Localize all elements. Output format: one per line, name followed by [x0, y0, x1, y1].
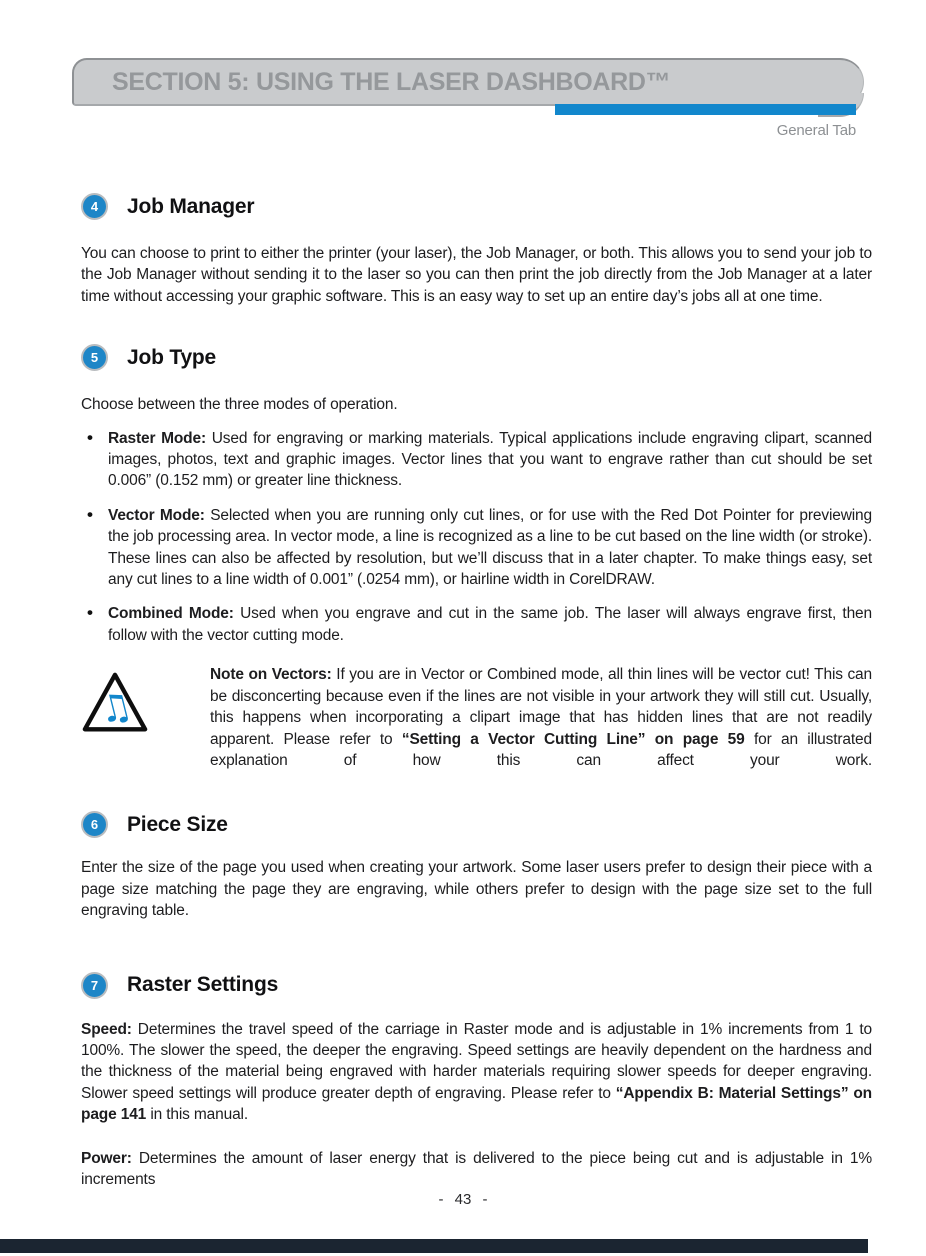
music-note-triangle-icon — [81, 670, 149, 743]
power-paragraph — [81, 1148, 872, 1191]
job-type-intro: Choose between the three modes of operation. — [81, 396, 398, 414]
note-callout — [81, 664, 872, 771]
speed-cross-reference: “Appendix B: Material Settings” on page 141 — [81, 1084, 872, 1124]
section-number-badge: 6 — [81, 811, 108, 838]
section-heading-job-type — [81, 344, 872, 371]
bullet-text: Used for engraving or marking materials. Typical applications include engraving clipart, scanned images, photos, text and graphic images. Vector lines that you want to engrave rather than cut should be set 0.006” (0.152 mm) or greater line thickness. — [108, 429, 872, 490]
bullet-lead: Vector Mode: — [108, 506, 205, 524]
banner-accent-bar — [555, 104, 856, 115]
section-title: Piece Size — [127, 812, 228, 836]
section-title: Job Type — [127, 345, 217, 369]
note-lead: Note on Vectors: — [210, 666, 332, 684]
section-title: Raster Settings — [127, 973, 279, 997]
speed-paragraph — [81, 1019, 872, 1126]
section-number-badge: 7 — [81, 972, 108, 999]
piece-size-paragraph: Enter the size of the page you used when creating your artwork. Some laser users prefer to design their piece with a page size matching the page they are engraving, while others prefer to design with the page size set to the full engraving table. — [81, 859, 872, 920]
power-text: Determines the amount of laser energy that is delivered to the piece being cut and is adjustable in 1% increments — [81, 1149, 872, 1188]
note-text — [210, 664, 872, 771]
note-body-end: for an illustrated explanation of how this can affect your work. — [210, 730, 872, 769]
section-title: Job Manager — [127, 194, 255, 218]
bullet-vector-mode — [81, 505, 872, 591]
note-body: If you are in Vector or Combined mode, all thin lines will be vector cut! This can be disconcerting because even if the lines are not visible in your artwork they will still cut. Usually, this happens when incorporating a clipart image that has hidden lines that are not readily apparent. Please refer to — [210, 666, 872, 748]
header-tab-label: General Tab — [776, 122, 856, 139]
bullet-combined-mode — [81, 603, 872, 646]
section-heading-raster-settings — [81, 972, 872, 999]
speed-text: Determines the travel speed of the carriage in Raster mode and is adjustable in 1% increments from 1 to 100%. The slower the speed, the deeper the engraving. Speed settings are heavily dependent on the hardness and the thickness of the material being engraved with harder materials requiring slower speeds for deeper engraving. Slower speed settings will produce greater depth of engraving. Please refer to — [81, 1020, 872, 1102]
music-note-glyph: ♫ — [94, 683, 137, 734]
page-content — [81, 193, 872, 1190]
bullet-lead: Combined Mode: — [108, 605, 234, 623]
bullet-text: Selected when you are running only cut lines, or for use with the Red Dot Pointer for previewing the job processing area. In vector mode, a line is recognized as a line to be cut based on the line width (or stroke). These lines can also be affected by resolution, but we’ll discuss that in a later chapter. To make things easy, set any cut lines to a line width of 0.001” (.0254 mm), or hairline width in CorelDRAW. — [108, 506, 872, 589]
job-manager-paragraph: You can choose to print to either the printer (your laser), the Job Manager, or both. This allows you to send your job to the Job Manager without sending it to the laser so you can then print the job directly from the Job Manager at a later time without accessing your graphic software. This is an easy way to set up an entire day’s jobs all at one time. — [81, 245, 872, 305]
section-number-badge: 5 — [81, 344, 108, 371]
speed-text-end: in this manual. — [146, 1106, 249, 1124]
mode-bullet-list — [81, 428, 872, 647]
bullet-raster-mode — [81, 428, 872, 492]
section-banner-title: SECTION 5: USING THE LASER DASHBOARD™ — [112, 68, 671, 96]
bullet-text: Used when you engrave and cut in the same job. The laser will always engrave first, then follow with the vector cutting mode. — [108, 605, 872, 644]
note-cross-reference: “Setting a Vector Cutting Line” on page 59 — [401, 730, 745, 748]
power-lead: Power: — [81, 1149, 132, 1167]
bullet-lead: Raster Mode: — [108, 429, 206, 447]
speed-lead: Speed: — [81, 1020, 132, 1038]
section-banner — [72, 58, 864, 106]
page-number: - 43 - — [438, 1191, 488, 1208]
footer-bar — [0, 1239, 868, 1253]
section-number-badge: 4 — [81, 193, 108, 220]
section-heading-piece-size — [81, 811, 872, 838]
section-heading-job-manager — [81, 193, 872, 220]
